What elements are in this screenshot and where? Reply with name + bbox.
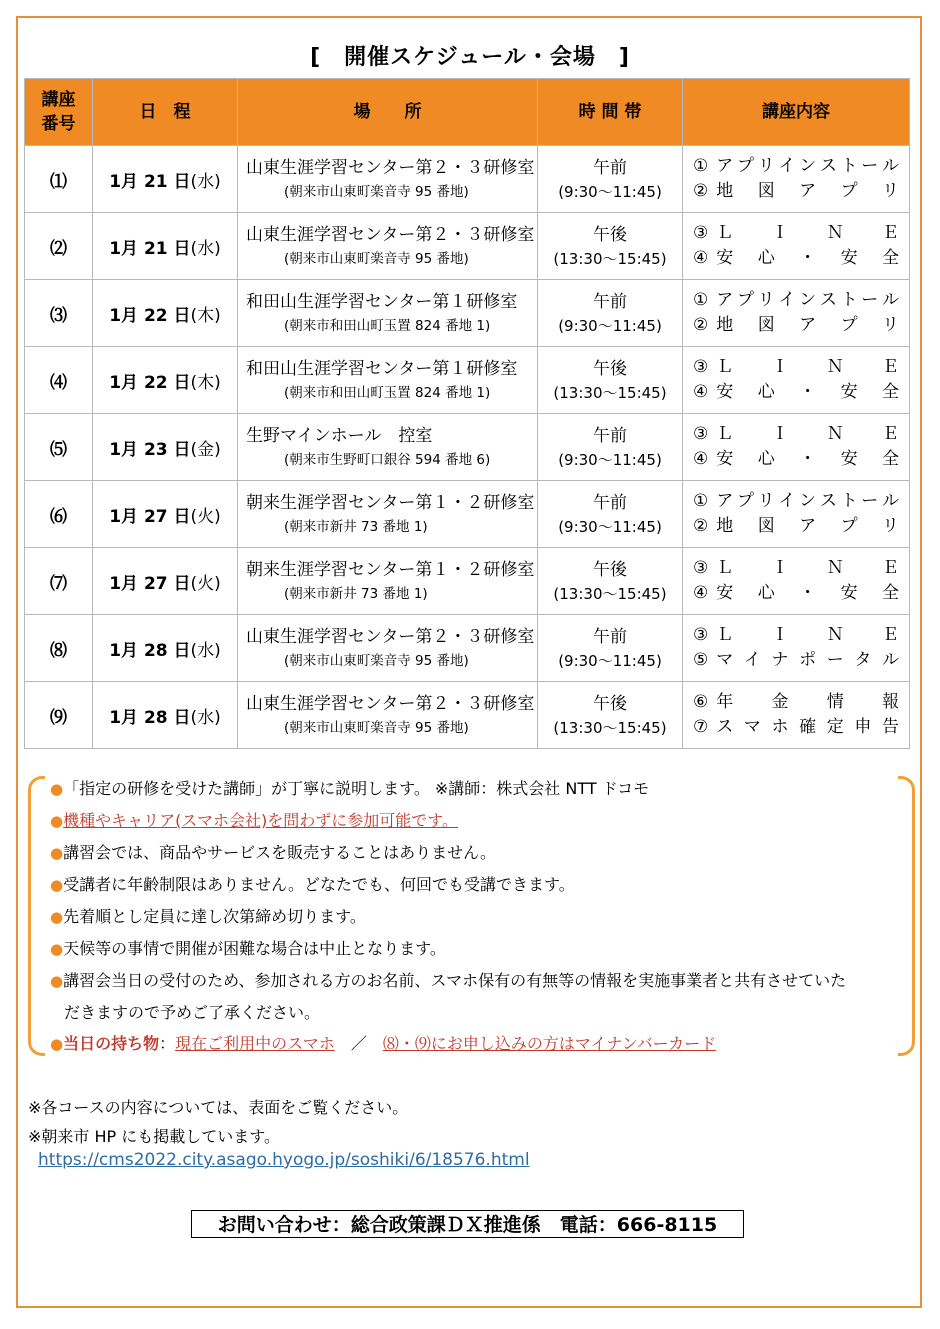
venue-address: (朝来市山東町楽音寺 95 番地): [284, 720, 469, 736]
row-date: 1月 28 日(水): [93, 682, 238, 749]
content-item-char: 安: [840, 583, 858, 603]
content-item-char: ア: [716, 290, 734, 310]
content-item-char: Ｌ: [716, 424, 734, 444]
content-item-char: 安: [716, 449, 734, 469]
content-item-char: 全: [882, 449, 899, 469]
content-item-char: イ: [743, 650, 761, 670]
content-item-label: [716, 581, 899, 606]
content-item-label: [716, 422, 899, 447]
content-item-char: 確: [799, 717, 817, 737]
row-venue: [238, 213, 538, 280]
content-item-char: リ: [757, 491, 775, 511]
footer-note-courses: ※各コースの内容については、表面をご覧ください。: [28, 1098, 409, 1117]
row-time: [538, 347, 683, 414]
table-row: [25, 414, 910, 481]
content-item-char: ア: [799, 181, 817, 201]
note-item: ●受講者に年齢制限はありません。どなたでも、何回でも受講できます。: [50, 875, 575, 894]
content-item-char: ポ: [799, 650, 817, 670]
notes-bracket-left: [28, 776, 45, 1056]
content-line-1: ① ア プ リ イ ン ス ト ー ル: [693, 288, 899, 313]
bullet-icon: ●: [50, 1035, 64, 1053]
row-venue: [238, 615, 538, 682]
content-item-char: Ｉ: [771, 223, 789, 243]
content-item-label: [716, 648, 899, 673]
content-item-char: 地: [716, 516, 734, 536]
row-content: [683, 615, 910, 682]
row-content: [683, 548, 910, 615]
note-item: ●講習会では、商品やサービスを販売することはありません。: [50, 843, 497, 862]
time-hours: (9:30～11:45): [558, 518, 662, 536]
content-item-char: 申: [854, 717, 872, 737]
row-content: [683, 280, 910, 347]
content-item-char: ー: [861, 156, 879, 176]
content-item-label: [716, 313, 899, 338]
row-content: [683, 682, 910, 749]
content-item-char: ホ: [771, 717, 789, 737]
venue-name: 朝来生涯学習センター第１・２研修室: [246, 560, 535, 580]
content-item-char: 図: [757, 315, 775, 335]
content-item-char: Ｉ: [771, 558, 789, 578]
bullet-icon: ●: [50, 844, 64, 862]
content-item-char: ス: [716, 717, 734, 737]
content-line-1: ① ア プ リ イ ン ス ト ー ル: [693, 154, 899, 179]
row-venue: [238, 280, 538, 347]
content-item-char: ・: [799, 248, 817, 268]
content-item-label: [716, 288, 899, 313]
content-item-label: [716, 514, 899, 539]
content-item-char: Ｎ: [826, 424, 844, 444]
row-date: 1月 27 日(火): [93, 548, 238, 615]
row-date: 1月 23 日(金): [93, 414, 238, 481]
content-item-char: Ｅ: [882, 223, 899, 243]
header-content: 講座内容: [683, 79, 910, 146]
note-item: ●先着順とし定員に達し次第締め切ります。: [50, 907, 366, 926]
content-line-2: ② 地 図 ア プ リ: [693, 514, 899, 539]
time-hours: (13:30～15:45): [553, 384, 667, 402]
venue-name: 朝来生涯学習センター第１・２研修室: [246, 493, 535, 513]
notes-list: [50, 773, 900, 1060]
content-item-char: 安: [716, 583, 734, 603]
content-item-label: [716, 556, 899, 581]
row-venue: [238, 481, 538, 548]
time-period: 午前: [593, 292, 627, 312]
row-time: [538, 682, 683, 749]
notes-bracket-right: [898, 776, 915, 1056]
contact-box: お問い合わせ：総合政策課ＤＸ推進係 電話：666-8115: [191, 1210, 744, 1238]
content-item-char: ア: [799, 315, 817, 335]
row-venue: [238, 146, 538, 213]
content-item-char: 金: [771, 692, 789, 712]
bullet-icon: ●: [50, 876, 64, 894]
content-item-char: 告: [882, 717, 899, 737]
row-time: [538, 280, 683, 347]
content-item-char: 地: [716, 315, 734, 335]
content-item-char: 図: [757, 181, 775, 201]
note-item: ●「指定の研修を受けた講師」が丁寧に説明します。 ※講師：株式会社 NTT ドコモ: [50, 779, 650, 798]
header-venue: 場 所: [238, 79, 538, 146]
content-item-label: [716, 489, 899, 514]
content-item-char: イ: [778, 156, 796, 176]
row-content: [683, 481, 910, 548]
content-line-2: ④ 安 心 ・ 安 全: [693, 581, 899, 606]
time-period: 午後: [593, 359, 627, 379]
table-row: [25, 615, 910, 682]
note-item: ●天候等の事情で開催が困難な場合は中止となります。: [50, 939, 446, 958]
time-hours: (13:30～15:45): [553, 719, 667, 737]
content-item-char: ・: [799, 382, 817, 402]
venue-address: (朝来市生野町口銀谷 594 番地 6): [284, 452, 491, 468]
content-item-label: [716, 715, 899, 740]
content-item-char: ト: [840, 290, 858, 310]
time-hours: (9:30～11:45): [558, 183, 662, 201]
table-row: [25, 347, 910, 414]
row-number: ⑸: [25, 414, 93, 481]
content-item-label: [716, 246, 899, 271]
content-item-char: ト: [840, 491, 858, 511]
time-period: 午前: [593, 426, 627, 446]
venue-name: 和田山生涯学習センター第１研修室: [246, 359, 518, 379]
venue-name: 山東生涯学習センター第２・３研修室: [246, 225, 535, 245]
content-item-label: [716, 690, 899, 715]
content-item-char: 定: [826, 717, 844, 737]
content-item-char: Ｉ: [771, 625, 789, 645]
content-line-1: ③ Ｌ Ｉ Ｎ Ｅ: [693, 355, 899, 380]
content-item-char: ア: [716, 156, 734, 176]
page-title: [ 開催スケジュール・会場 ]: [310, 45, 630, 70]
row-venue: [238, 682, 538, 749]
note-item-continued: だきますので予めご了承ください。: [64, 1003, 321, 1022]
venue-name: 山東生涯学習センター第２・３研修室: [246, 627, 535, 647]
row-venue: [238, 414, 538, 481]
content-item-char: 安: [716, 248, 734, 268]
row-number: ⑵: [25, 213, 93, 280]
time-period: 午後: [593, 225, 627, 245]
content-item-char: ア: [799, 516, 817, 536]
venue-address: (朝来市新井 73 番地 1): [284, 519, 428, 535]
content-item-char: ス: [819, 156, 837, 176]
content-item-char: 図: [757, 516, 775, 536]
content-item-char: Ｉ: [771, 424, 789, 444]
content-item-char: Ｌ: [716, 558, 734, 578]
content-line-2: ④ 安 心 ・ 安 全: [693, 380, 899, 405]
content-item-char: 全: [882, 248, 899, 268]
content-item-char: プ: [736, 491, 754, 511]
venue-name: 山東生涯学習センター第２・３研修室: [246, 158, 535, 178]
content-item-char: ー: [826, 650, 844, 670]
content-item-char: 心: [757, 248, 775, 268]
header-time: 時 間 帯: [538, 79, 683, 146]
content-line-1: ⑥ 年 金 情 報: [693, 690, 899, 715]
content-line-2: ② 地 図 ア プ リ: [693, 179, 899, 204]
row-number: ⑻: [25, 615, 93, 682]
content-item-char: プ: [840, 181, 858, 201]
content-item-char: ル: [882, 650, 899, 670]
row-date: 1月 22 日(木): [93, 280, 238, 347]
content-line-2: ④ 安 心 ・ 安 全: [693, 246, 899, 271]
content-item-char: ン: [799, 290, 817, 310]
table-row: [25, 481, 910, 548]
note-item: ●機種やキャリア(スマホ会社)を問わずに参加可能です。: [50, 811, 458, 830]
time-hours: (13:30～15:45): [553, 585, 667, 603]
content-item-label: [716, 179, 899, 204]
table-row: [25, 213, 910, 280]
content-item-label: [716, 623, 899, 648]
row-content: [683, 213, 910, 280]
content-item-label: [716, 154, 899, 179]
time-period: 午前: [593, 493, 627, 513]
content-item-char: 安: [716, 382, 734, 402]
row-time: [538, 146, 683, 213]
time-hours: (9:30～11:45): [558, 317, 662, 335]
venue-name: 和田山生涯学習センター第１研修室: [246, 292, 518, 312]
content-item-char: プ: [840, 315, 858, 335]
content-line-1: ③ Ｌ Ｉ Ｎ Ｅ: [693, 422, 899, 447]
content-item-char: Ｉ: [771, 357, 789, 377]
time-period: 午後: [593, 694, 627, 714]
row-venue: [238, 548, 538, 615]
content-item-char: ・: [799, 583, 817, 603]
venue-address: (朝来市山東町楽音寺 95 番地): [284, 251, 469, 267]
content-item-char: Ｎ: [826, 223, 844, 243]
table-row: [25, 280, 910, 347]
content-item-char: リ: [882, 516, 899, 536]
content-item-char: タ: [854, 650, 872, 670]
content-item-char: Ｅ: [882, 357, 899, 377]
bullet-icon: ●: [50, 972, 64, 990]
row-time: [538, 548, 683, 615]
content-item-char: ル: [882, 491, 899, 511]
content-item-char: 心: [757, 583, 775, 603]
venue-address: (朝来市山東町楽音寺 95 番地): [284, 184, 469, 200]
note-item: ●講習会当日の受付のため、参加される方のお名前、スマホ保有の有無等の情報を実施事業者と共有させていた: [50, 971, 847, 990]
row-number: ⑶: [25, 280, 93, 347]
content-line-1: ③ Ｌ Ｉ Ｎ Ｅ: [693, 221, 899, 246]
row-date: 1月 22 日(木): [93, 347, 238, 414]
time-hours: (9:30～11:45): [558, 652, 662, 670]
table-row: [25, 682, 910, 749]
row-time: [538, 213, 683, 280]
row-number: ⑺: [25, 548, 93, 615]
content-item-char: プ: [736, 156, 754, 176]
content-item-label: [716, 355, 899, 380]
content-item-char: Ｎ: [826, 357, 844, 377]
row-content: [683, 347, 910, 414]
content-item-char: ン: [799, 491, 817, 511]
content-item-char: 安: [840, 382, 858, 402]
content-item-label: [716, 447, 899, 472]
content-item-char: プ: [736, 290, 754, 310]
content-item-char: ス: [819, 491, 837, 511]
table-row: [25, 548, 910, 615]
content-item-char: リ: [882, 181, 899, 201]
content-item-char: 情: [826, 692, 844, 712]
content-line-2: ② 地 図 ア プ リ: [693, 313, 899, 338]
content-item-char: リ: [757, 156, 775, 176]
content-item-char: Ｌ: [716, 357, 734, 377]
note-item-belongings: ●当日の持ち物：現在ご利用中のスマホ ／ ⑻・⑼にお申し込みの方はマイナンバーカード: [50, 1034, 717, 1053]
content-item-char: Ｅ: [882, 558, 899, 578]
content-item-char: ・: [799, 449, 817, 469]
content-item-char: ナ: [771, 650, 789, 670]
content-item-char: ー: [861, 491, 879, 511]
time-period: 午後: [593, 560, 627, 580]
content-item-char: リ: [882, 315, 899, 335]
content-item-char: Ｎ: [826, 558, 844, 578]
row-time: [538, 615, 683, 682]
row-time: [538, 481, 683, 548]
content-item-char: リ: [757, 290, 775, 310]
row-content: [683, 414, 910, 481]
content-item-char: ア: [716, 491, 734, 511]
venue-address: (朝来市山東町楽音寺 95 番地): [284, 653, 469, 669]
content-item-char: イ: [778, 491, 796, 511]
venue-name: 山東生涯学習センター第２・３研修室: [246, 694, 535, 714]
row-content: [683, 146, 910, 213]
content-item-label: [716, 380, 899, 405]
row-date: 1月 27 日(火): [93, 481, 238, 548]
time-period: 午前: [593, 158, 627, 178]
row-date: 1月 21 日(水): [93, 213, 238, 280]
footer-note-website: ※朝来市 HP にも掲載しています。: [28, 1127, 280, 1146]
content-line-1: ① ア プ リ イ ン ス ト ー ル: [693, 489, 899, 514]
content-item-char: イ: [778, 290, 796, 310]
content-line-1: ③ Ｌ Ｉ Ｎ Ｅ: [693, 623, 899, 648]
content-item-char: ス: [819, 290, 837, 310]
row-number: ⑹: [25, 481, 93, 548]
content-item-char: 全: [882, 382, 899, 402]
content-line-1: ③ Ｌ Ｉ Ｎ Ｅ: [693, 556, 899, 581]
content-item-char: 年: [716, 692, 734, 712]
content-item-char: 心: [757, 382, 775, 402]
content-item-char: ル: [882, 290, 899, 310]
content-item-char: マ: [743, 717, 761, 737]
bullet-icon: ●: [50, 908, 64, 926]
content-item-char: Ｅ: [882, 424, 899, 444]
content-line-2: ④ 安 心 ・ 安 全: [693, 447, 899, 472]
content-line-2: ⑦ ス マ ホ 確 定 申 告: [693, 715, 899, 740]
row-number: ⑴: [25, 146, 93, 213]
bullet-icon: ●: [50, 940, 64, 958]
row-number: ⑷: [25, 347, 93, 414]
bullet-icon: ●: [50, 812, 64, 830]
table-header-row: [25, 79, 910, 146]
content-line-2: ⑤ マ イ ナ ポ ー タ ル: [693, 648, 899, 673]
header-number: 講座 番号: [25, 79, 93, 146]
content-item-char: 報: [882, 692, 899, 712]
venue-name: 生野マインホール 控室: [246, 426, 433, 446]
content-item-char: Ｎ: [826, 625, 844, 645]
content-item-char: 心: [757, 449, 775, 469]
row-time: [538, 414, 683, 481]
header-date: 日 程: [93, 79, 238, 146]
content-item-label: [716, 221, 899, 246]
content-item-char: Ｅ: [882, 625, 899, 645]
bullet-icon: ●: [50, 780, 64, 798]
content-item-char: ン: [799, 156, 817, 176]
content-item-char: ー: [861, 290, 879, 310]
time-period: 午前: [593, 627, 627, 647]
content-item-char: ル: [882, 156, 899, 176]
schedule-table: [24, 78, 910, 749]
venue-address: (朝来市新井 73 番地 1): [284, 586, 428, 602]
time-hours: (13:30～15:45): [553, 250, 667, 268]
website-link[interactable]: https://cms2022.city.asago.hyogo.jp/soshiki/6/18576.html: [38, 1150, 530, 1170]
content-item-char: 安: [840, 449, 858, 469]
content-item-char: ト: [840, 156, 858, 176]
row-venue: [238, 347, 538, 414]
content-item-char: 全: [882, 583, 899, 603]
row-date: 1月 28 日(水): [93, 615, 238, 682]
row-number: ⑼: [25, 682, 93, 749]
content-item-char: Ｌ: [716, 223, 734, 243]
content-item-char: Ｌ: [716, 625, 734, 645]
row-date: 1月 21 日(水): [93, 146, 238, 213]
time-hours: (9:30～11:45): [558, 451, 662, 469]
content-item-char: マ: [716, 650, 734, 670]
venue-address: (朝来市和田山町玉置 824 番地 1): [284, 385, 491, 401]
content-item-char: 安: [840, 248, 858, 268]
table-row: [25, 146, 910, 213]
venue-address: (朝来市和田山町玉置 824 番地 1): [284, 318, 491, 334]
content-item-char: 地: [716, 181, 734, 201]
content-item-char: プ: [840, 516, 858, 536]
